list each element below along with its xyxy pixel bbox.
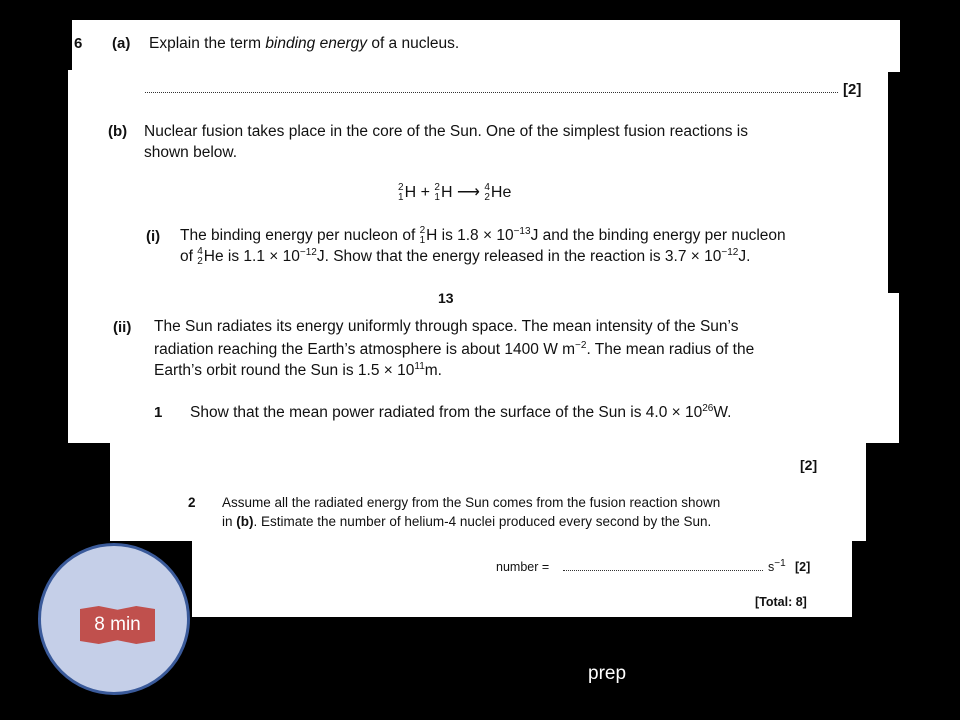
part-ii-line1: The Sun radiates its energy uniformly through space. The mean intensity of the Sun’s [154,318,739,335]
part-i-line1: The binding energy per nucleon of 2 1 H is $1.8 \times 10^{-13}J$ and the binding energy per nucleon [180,225,786,247]
item2-line2: in (b). Estimate the number of helium-4 nuclei produced every second by the Sun. [222,514,712,529]
page-number: 13 [438,290,454,306]
part-i-line2: of 4 2 He is $1.1 \times 10^{-12}J$. Show that the energy released in the reaction is $3.7 \times 10^{-12}J$. [180,246,751,268]
marks-item1: [2] [800,457,818,473]
marks-a: [2] [843,81,862,98]
part-ii-line3: Earth’s orbit round the Sun is $1.5 \times 10^{11}m$. [154,361,442,380]
answer-marks: [2] [795,560,811,574]
item2-number: 2 [188,495,196,510]
item2-line1: Assume all the radiated energy from the Sun comes from the fusion reaction shown [222,495,721,510]
part-b-line2: shown below. [144,144,238,161]
total-marks: [Total: 8] [755,595,807,609]
part-b-line1: Nuclear fusion takes place in the core of the Sun. One of the simplest fusion reactions is [144,123,748,140]
answer-label: number = [496,560,550,574]
part-ii-label: (ii) [113,319,132,336]
answer-line-a [145,80,838,97]
timer-label: 8 min [94,614,141,635]
part-b-label: (b) [108,123,128,140]
panel-answer [192,541,852,617]
prep-label: prep [588,663,627,684]
part-i-label: (i) [146,228,161,245]
item1-number: 1 [154,404,163,421]
question-number: 6 [74,35,83,52]
part-a-question: Explain the term binding energy of a nucleus. [149,35,460,52]
part-a-label: (a) [112,35,131,52]
answer-unit: $s^{-1}$ [768,558,786,575]
answer-line[interactable] [563,560,763,574]
part-ii-line2: radiation reaching the Earth’s atmosphere is about 1400 W $m^{-2}$. The mean radius of the [154,340,755,359]
item1-text: Show that the mean power radiated from the surface of the Sun is $4.0 \times 10^{26}W$. [190,403,732,422]
fusion-equation: 2 1 H + 2 1 H ⟶ 4 2 He [398,181,512,203]
